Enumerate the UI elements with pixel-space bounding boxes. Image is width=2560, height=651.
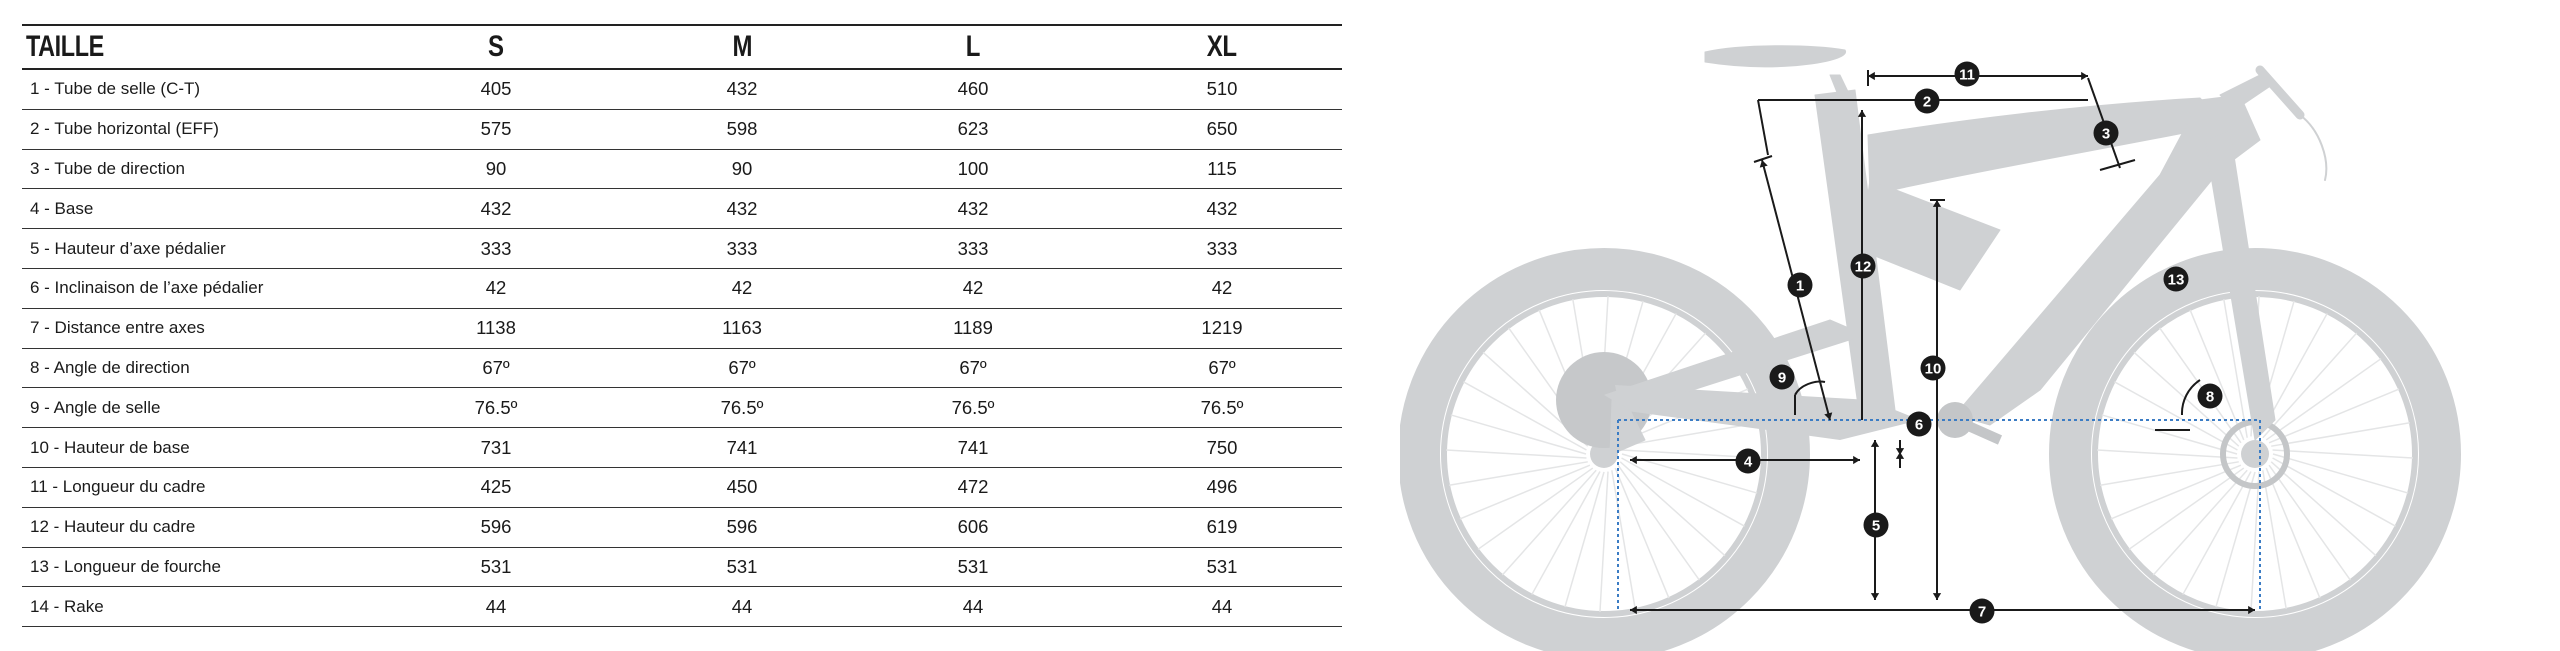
marker-label: 9 bbox=[1777, 369, 1787, 387]
row-label: 10 - Hauteur de base bbox=[22, 428, 352, 468]
spoke bbox=[2111, 465, 2241, 519]
row-value-m: 596 bbox=[640, 507, 844, 547]
row-value-m: 531 bbox=[640, 547, 844, 587]
rear-wheel bbox=[1419, 269, 1789, 639]
row-value-l: 606 bbox=[844, 507, 1102, 547]
row-value-l: 741 bbox=[844, 428, 1102, 468]
spoke bbox=[2266, 468, 2320, 598]
table-row bbox=[22, 348, 1342, 388]
table-row bbox=[22, 229, 1342, 269]
spoke bbox=[1460, 465, 1590, 519]
handlebar bbox=[2260, 70, 2300, 115]
table-row bbox=[22, 388, 1342, 428]
table-row bbox=[22, 587, 1342, 627]
dimension-marker-6 bbox=[1907, 412, 1932, 437]
row-value-s: 596 bbox=[352, 507, 640, 547]
row-label: 12 - Hauteur du cadre bbox=[22, 507, 352, 547]
row-value-l: 333 bbox=[844, 229, 1102, 269]
marker-label: 11 bbox=[1959, 66, 1975, 84]
marker-label: 13 bbox=[2167, 271, 2185, 289]
marker-label: 8 bbox=[2205, 388, 2215, 406]
spoke bbox=[2216, 472, 2255, 607]
row-value-xl: 432 bbox=[1102, 189, 1342, 229]
row-value-s: 42 bbox=[352, 268, 640, 308]
marker-label: 1 bbox=[1795, 277, 1805, 295]
row-value-s: 76.5º bbox=[352, 388, 640, 428]
hub bbox=[2241, 440, 2269, 468]
row-value-s: 575 bbox=[352, 109, 640, 149]
spoke bbox=[2271, 423, 2410, 446]
spoke bbox=[2183, 472, 2251, 595]
row-value-xl: 750 bbox=[1102, 428, 1342, 468]
row-value-m: 432 bbox=[640, 189, 844, 229]
spoke bbox=[1612, 470, 1635, 609]
table-row bbox=[22, 149, 1342, 189]
spoke bbox=[1532, 472, 1600, 595]
row-value-s: 405 bbox=[352, 69, 640, 109]
row-value-l: 623 bbox=[844, 109, 1102, 149]
row-label: 3 - Tube de direction bbox=[22, 149, 352, 189]
spoke bbox=[1449, 462, 1588, 485]
marker-label: 5 bbox=[1871, 517, 1881, 535]
row-value-l: 460 bbox=[844, 69, 1102, 109]
header-size-xl: XL bbox=[1102, 25, 1342, 69]
spoke bbox=[1565, 472, 1604, 607]
dimension-marker-9 bbox=[1770, 365, 1795, 390]
spoke bbox=[2190, 310, 2244, 440]
row-value-xl: 333 bbox=[1102, 229, 1342, 269]
row-label: 14 - Rake bbox=[22, 587, 352, 627]
marker-label: 10 bbox=[1924, 360, 1942, 378]
row-value-s: 90 bbox=[352, 149, 640, 189]
dimension-marker-8 bbox=[2198, 384, 2223, 409]
row-value-s: 1138 bbox=[352, 308, 640, 348]
spoke bbox=[1615, 468, 1669, 598]
row-value-m: 90 bbox=[640, 149, 844, 189]
row-value-m: 741 bbox=[640, 428, 844, 468]
spoke bbox=[1622, 458, 1745, 526]
dimension-marker-11 bbox=[1955, 62, 1980, 87]
row-value-xl: 496 bbox=[1102, 467, 1342, 507]
spoke bbox=[2097, 450, 2237, 458]
marker-label: 2 bbox=[1922, 93, 1932, 111]
dimension-marker-2 bbox=[1915, 89, 1940, 114]
spoke bbox=[1600, 472, 1608, 612]
bike-geometry-diagram bbox=[1400, 0, 2560, 651]
spoke bbox=[2269, 389, 2399, 443]
row-label: 8 - Angle de direction bbox=[22, 348, 352, 388]
spoke bbox=[2100, 462, 2239, 485]
header-size-m: M bbox=[640, 25, 844, 69]
row-label: 6 - Inclinaison de l’axe pédalier bbox=[22, 268, 352, 308]
row-value-xl: 76.5º bbox=[1102, 388, 1342, 428]
row-value-l: 1189 bbox=[844, 308, 1102, 348]
table-row bbox=[22, 308, 1342, 348]
row-value-s: 44 bbox=[352, 587, 640, 627]
arrow-head bbox=[1858, 110, 1866, 117]
tick bbox=[1758, 100, 1768, 155]
geometry-table bbox=[22, 24, 1342, 627]
row-value-s: 531 bbox=[352, 547, 640, 587]
row-value-xl: 44 bbox=[1102, 587, 1342, 627]
table-row bbox=[22, 428, 1342, 468]
arrow-head bbox=[1868, 72, 1875, 80]
row-value-l: 100 bbox=[844, 149, 1102, 189]
spoke bbox=[2273, 458, 2396, 526]
dim-bb-drop-b bbox=[1896, 452, 1904, 468]
row-value-xl: 42 bbox=[1102, 268, 1342, 308]
row-value-s: 731 bbox=[352, 428, 640, 468]
row-value-m: 44 bbox=[640, 587, 844, 627]
row-value-m: 598 bbox=[640, 109, 844, 149]
row-value-m: 333 bbox=[640, 229, 844, 269]
table-row bbox=[22, 109, 1342, 149]
table-row bbox=[22, 69, 1342, 109]
header-size-s: S bbox=[352, 25, 640, 69]
row-value-xl: 67º bbox=[1102, 348, 1342, 388]
dimension-marker-5 bbox=[1864, 513, 1889, 538]
row-value-l: 472 bbox=[844, 467, 1102, 507]
dimension-marker-3 bbox=[2094, 121, 2119, 146]
row-value-m: 42 bbox=[640, 268, 844, 308]
row-value-xl: 115 bbox=[1102, 149, 1342, 189]
row-value-s: 425 bbox=[352, 467, 640, 507]
arrow-head bbox=[1853, 456, 1860, 464]
arrow-head bbox=[1896, 452, 1904, 459]
spoke bbox=[2263, 470, 2286, 609]
table-row bbox=[22, 547, 1342, 587]
row-label: 2 - Tube horizontal (EFF) bbox=[22, 109, 352, 149]
row-value-l: 432 bbox=[844, 189, 1102, 229]
row-value-s: 67º bbox=[352, 348, 640, 388]
table-row bbox=[22, 268, 1342, 308]
header-size-l: L bbox=[844, 25, 1102, 69]
arrow-head bbox=[1933, 200, 1941, 207]
row-value-xl: 510 bbox=[1102, 69, 1342, 109]
dimension-marker-13 bbox=[2164, 267, 2189, 292]
row-value-m: 67º bbox=[640, 348, 844, 388]
arrow-head bbox=[2081, 72, 2088, 80]
row-label: 1 - Tube de selle (C-T) bbox=[22, 69, 352, 109]
row-value-s: 333 bbox=[352, 229, 640, 269]
row-value-xl: 650 bbox=[1102, 109, 1342, 149]
table-header-row bbox=[22, 25, 1342, 69]
header-size-label: TAILLE bbox=[22, 25, 352, 69]
row-value-m: 450 bbox=[640, 467, 844, 507]
row-value-l: 42 bbox=[844, 268, 1102, 308]
row-value-m: 76.5º bbox=[640, 388, 844, 428]
row-value-l: 44 bbox=[844, 587, 1102, 627]
spoke bbox=[2273, 454, 2408, 493]
marker-label: 3 bbox=[2101, 125, 2111, 143]
arrow-head bbox=[1871, 440, 1879, 447]
row-label: 13 - Longueur de fourche bbox=[22, 547, 352, 587]
table-row bbox=[22, 467, 1342, 507]
table-row bbox=[22, 507, 1342, 547]
row-value-xl: 531 bbox=[1102, 547, 1342, 587]
arrow-head bbox=[1760, 160, 1768, 168]
row-value-l: 67º bbox=[844, 348, 1102, 388]
spoke bbox=[1446, 450, 1586, 458]
row-label: 11 - Longueur du cadre bbox=[22, 467, 352, 507]
row-value-xl: 619 bbox=[1102, 507, 1342, 547]
table-row bbox=[22, 189, 1342, 229]
row-value-m: 432 bbox=[640, 69, 844, 109]
row-value-m: 1163 bbox=[640, 308, 844, 348]
row-label: 4 - Base bbox=[22, 189, 352, 229]
marker-label: 12 bbox=[1854, 258, 1872, 276]
dimension-marker-7 bbox=[1970, 599, 1995, 624]
dimension-marker-10 bbox=[1921, 356, 1946, 381]
arrow-head bbox=[1871, 593, 1879, 600]
marker-label: 6 bbox=[1914, 416, 1924, 434]
marker-label: 4 bbox=[1743, 453, 1753, 471]
row-value-xl: 1219 bbox=[1102, 308, 1342, 348]
dimension-marker-4 bbox=[1736, 449, 1761, 474]
row-value-l: 76.5º bbox=[844, 388, 1102, 428]
spoke bbox=[2273, 450, 2413, 458]
row-value-l: 531 bbox=[844, 547, 1102, 587]
marker-label: 7 bbox=[1977, 603, 1987, 621]
dimension-marker-12 bbox=[1851, 254, 1876, 279]
bike-silhouette bbox=[1419, 46, 2440, 639]
row-value-s: 432 bbox=[352, 189, 640, 229]
row-label: 5 - Hauteur d’axe pédalier bbox=[22, 229, 352, 269]
row-label: 9 - Angle de selle bbox=[22, 388, 352, 428]
row-label: 7 - Distance entre axes bbox=[22, 308, 352, 348]
spoke bbox=[2251, 472, 2259, 612]
brake-cable bbox=[2300, 115, 2326, 180]
dimension-marker-1 bbox=[1788, 273, 1813, 298]
saddle bbox=[1705, 46, 1846, 67]
arrow-head bbox=[1933, 593, 1941, 600]
shock-linkage bbox=[1860, 180, 2000, 290]
